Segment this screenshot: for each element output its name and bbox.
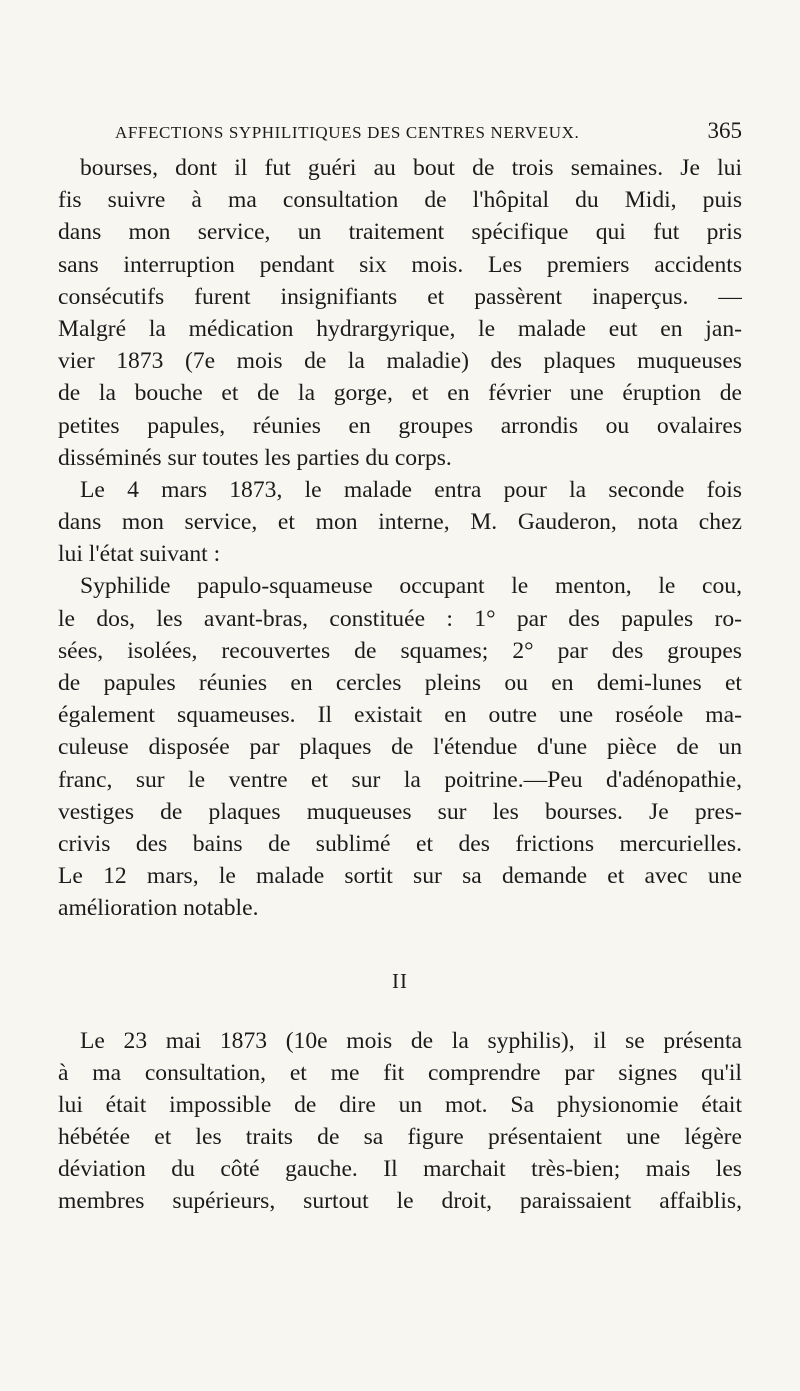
text-line: lui l'état suivant : (58, 541, 221, 568)
text-line: lui était impossible de dire un mot. Sa physionomie était (58, 1091, 742, 1118)
text-line: hébétée et les traits de sa figure présentaient une légère (58, 1124, 742, 1151)
paragraph-1 (58, 152, 742, 474)
section-spacer (58, 1003, 742, 1025)
text-line: disséminés sur toutes les parties du corps. (58, 444, 452, 471)
text-line: petites papules, réunies en groupes arrondis ou ovalaires (58, 412, 742, 439)
text-line: sans interruption pendant six mois. Les premiers accidents (58, 251, 742, 278)
text-line: franc, sur le ventre et sur la poitrine.—Peu d'adénopathie, (58, 766, 742, 793)
text-line: Malgré la médication hydrargyrique, le malade eut en jan- (58, 315, 742, 342)
text-line: crivis des bains de sublimé et des frictions mercurielles. (58, 830, 742, 857)
text-line: culeuse disposée par plaques de l'étendue d'une pièce de un (58, 734, 742, 761)
page-body (58, 152, 742, 1218)
text-line: sées, isolées, recouvertes de squames; 2° par des groupes (58, 637, 742, 664)
text-line: de la bouche et de la gorge, et en février une éruption de (58, 380, 742, 407)
text-line: Syphilide papulo-squameuse occupant le menton, le cou, (80, 573, 742, 600)
text-line: dans mon service, et mon interne, M. Gauderon, nota chez (58, 509, 742, 536)
book-page (58, 118, 742, 1218)
text-line: déviation du côté gauche. Il marchait très-bien; mais les (58, 1156, 742, 1183)
text-line: vestiges de plaques muqueuses sur les bourses. Je pres- (58, 798, 742, 825)
text-line: de papules réunies en cercles pleins ou en demi-lunes et (58, 670, 742, 696)
text-line: également squameuses. Il existait en outre une roséole ma- (58, 702, 742, 729)
text-line: Le 23 mai 1873 (10e mois de la syphilis), il se présenta (80, 1027, 742, 1054)
running-title: AFFECTIONS SYPHILITIQUES DES CENTRES NERVEUX. (115, 123, 580, 142)
paragraph-3 (58, 570, 742, 924)
paragraph-2 (58, 474, 742, 571)
text-line: le dos, les avant-bras, constituée : 1° par des papules ro- (58, 605, 742, 632)
text-line: bourses, dont il fut guéri au bout de trois semaines. Je lui (80, 155, 742, 181)
text-line: vier 1873 (7e mois de la maladie) des plaques muqueuses (58, 348, 742, 375)
section-heading: II (392, 968, 408, 993)
text-line: consécutifs furent insignifiants et passèrent inaperçus. — (58, 283, 742, 310)
text-line: fis suivre à ma consultation de l'hôpital du Midi, puis (58, 187, 742, 214)
text-line: membres supérieurs, surtout le droit, paraissaient affaiblis, (58, 1188, 742, 1215)
page-number: 365 (707, 118, 742, 143)
text-line: amélioration notable. (58, 895, 259, 922)
text-line: Le 12 mars, le malade sortit sur sa demande et avec une (58, 863, 742, 890)
text-line: dans mon service, un traitement spécifique qui fut pris (58, 219, 742, 246)
text-line: à ma consultation, et me fit comprendre par signes qu'il (58, 1059, 742, 1086)
paragraph-4 (58, 1025, 742, 1218)
running-header (58, 118, 742, 152)
text-line: Le 4 mars 1873, le malade entra pour la seconde fois (80, 476, 742, 503)
